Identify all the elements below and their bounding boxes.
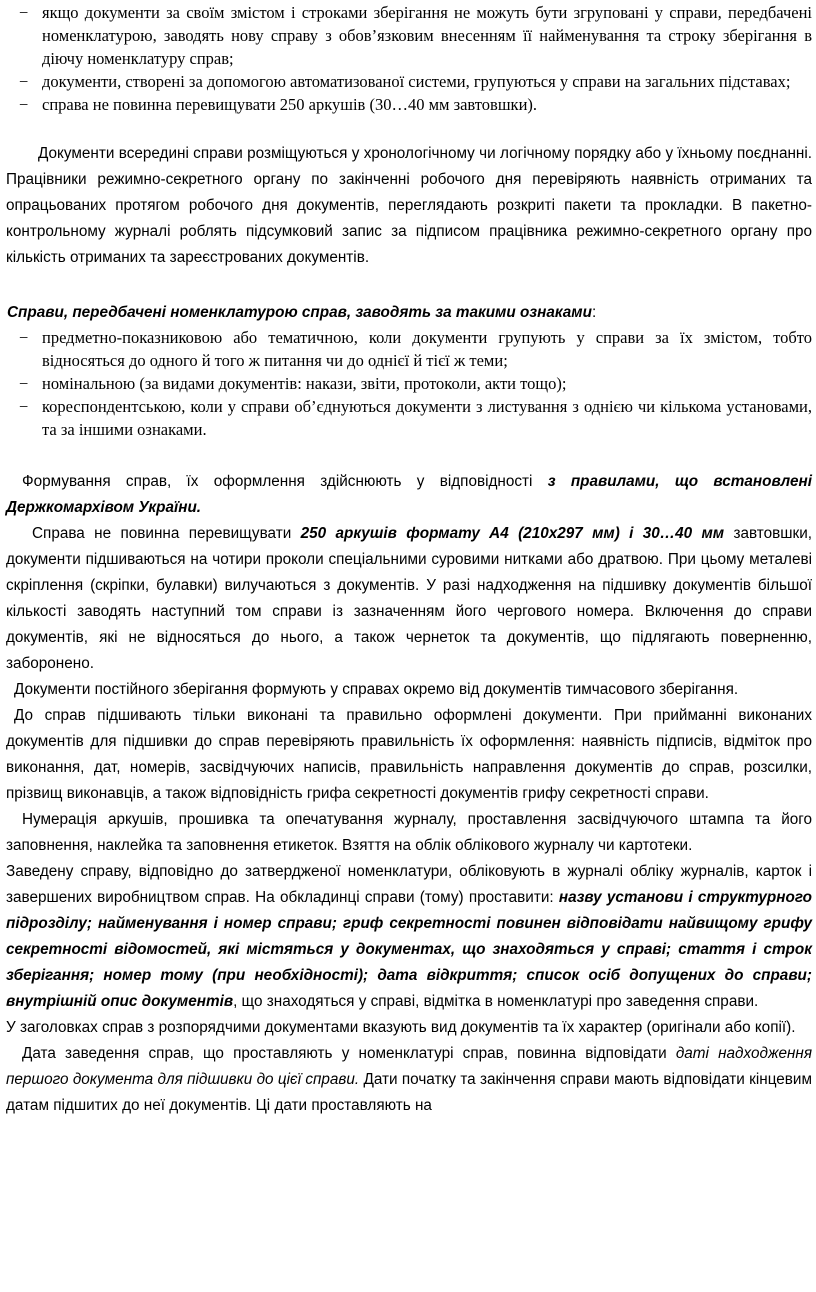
list-item: − документи, створені за допомогою автоматизованої системи, групуються у справи на загальних підставах; bbox=[19, 72, 791, 91]
paragraph-titles: У заголовках справ з розпорядчими документами вказують вид документів та їх характер (оригінали або копії). bbox=[6, 1019, 796, 1036]
list-item: − предметно-показниковою або тематичною, коли документи групують у справи за їх змістом, тобто відносяться до одного й того ж питання чи до однієї й тієї ж теми; bbox=[19, 328, 812, 370]
dash-bullet: − bbox=[19, 374, 29, 393]
section-heading: Справи, передбачені номенклатурою справ, заводять за такими ознаками: bbox=[7, 304, 597, 321]
dash-bullet: − bbox=[19, 328, 29, 347]
dash-bullet: − bbox=[19, 397, 29, 416]
document-page bbox=[6, 0, 812, 1119]
paragraph-permanent-storage: Документи постійного зберігання формують у справах окремо від документів тимчасового зберігання. bbox=[14, 681, 739, 698]
list-item: − номінальною (за видами документів: накази, звіти, протоколи, акти тощо); bbox=[19, 374, 567, 393]
heading-text: Справи, передбачені номенклатурою справ, заводять за такими ознаками bbox=[7, 304, 592, 321]
paragraph-document-order: Документи всередині справи розміщуються у хронологічному чи логічному порядку або у їхньому поєднанні. Працівники режимно-секретного органу по закінченні робочого дня перевіряють наявність отриманих та опрацьованих протягом робочого дня документів, переглядають розкриті пакети та прокладки. В пакетно-контрольному журналі роблять підсумковий запис за підписом працівника режимно-секретного органу про кількість отриманих та зареєстрованих документів. bbox=[6, 145, 812, 266]
paragraph-numbering: Нумерація аркушів, прошивка та опечатування журналу, проставлення засвідчуючого штампа та його заповнення, наклейка та заповнення етикеток. Взяття на облік облікового журналу чи картотеки. bbox=[6, 811, 812, 854]
dash-bullet: − bbox=[19, 3, 29, 22]
paragraph-size-limit: Справа не повинна перевищувати 250 аркушів формату А4 (210х297 мм) і 30…40 мм завтовшки, документи підшиваються на чотири проколи спеціальними суровими нитками або дратвою. При цьому металеві скріплення (скріпки, булавки) вилучаються з документів. У разі надходження на підшивку документів більшої кількості заводять наступний том справи із зазначенням його чергового номера. Включення до справи документів, які не відносяться до нього, а також чернеток та документів, що підлягають поверненню, заборонено. bbox=[6, 525, 813, 672]
dash-bullet: − bbox=[19, 72, 29, 91]
paragraph-filing-checks: До справ підшивають тільки виконані та правильно оформлені документи. При прийманні виконаних документів для підшивки до справ перевіряють правильність їх оформлення: наявність підписів, відміток про виконання, дат, номерів, засвідчуючих написів, правильність направлення документів до справ, розсилки, прізвищ виконавців, а також відповідність грифа секретності документів грифу секретності справи. bbox=[6, 707, 812, 802]
storage-rules-list bbox=[6, 1, 812, 116]
paragraph-formation: Формування справ, їх оформлення здійснюють у відповідності з правилами, що встановлені Держкомархівом України. bbox=[6, 473, 812, 516]
paragraph-cover-registration: Заведену справу, відповідно до затвердженої номенклатури, обліковують в журналі обліку журналів, карток і завершених виробництвом справ. На обкладинці справи (тому) проставити: назву установи і структурного підрозділу; найменування і номер справи; гриф секретності повинен відповідати найвищому грифу секретності відомостей, які містяться у документах, що знаходяться у справі; стаття і строк зберігання; номер тому (при необхідності); дата відкриття; список осіб допущених до справи; внутрішній опис документів, що знаходяться у справі, відмітка в номенклатурі про заведення справи. bbox=[6, 863, 812, 1010]
case-grouping-list bbox=[6, 326, 812, 441]
list-item: − якщо документи за своїм змістом і строками зберігання не можуть бути згруповані у справи, передбачені номенклатурою, заводять нову справу з обов’язковим внесенням її найменування та строку зберігання в діючу номенклатуру справ; bbox=[19, 3, 812, 68]
paragraph-dates: Дата заведення справ, що проставляють у номенклатурі справ, повинна відповідати даті надходження першого документа для підшивки до цієї справи. Дати початку та закінчення справи мають відповідати кінцевим датам підшитих до неї документів. Ці дати проставляють на bbox=[6, 1045, 812, 1114]
list-item: − справа не повинна перевищувати 250 аркушів (30…40 мм завтовшки). bbox=[19, 95, 538, 114]
dash-bullet: − bbox=[19, 95, 29, 114]
list-item: − кореспондентською, коли у справи об’єднуються документи з листування з однією чи кількома установами, та за іншими ознаками. bbox=[19, 397, 812, 439]
